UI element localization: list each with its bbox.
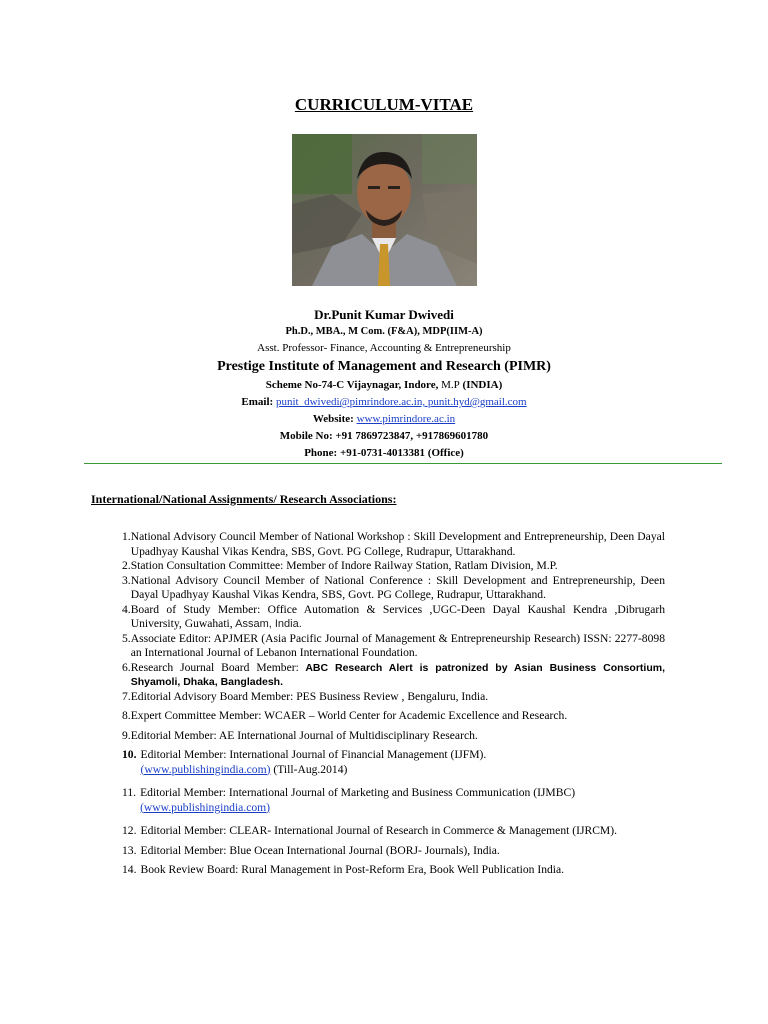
address-state: M.P [438, 379, 460, 391]
item-text: Book Review Board: Rural Management in Post-Reform Era, Book Well Publication India. [140, 863, 565, 876]
item-text-main: Research Journal Board Member: [130, 660, 299, 674]
item-text [137, 748, 666, 777]
job-position: Asst. Professor- Finance, Accounting & Entrepreneurship [257, 342, 511, 354]
publisher-link[interactable]: (www.publishingindia.com) [140, 800, 271, 814]
phone-line: Phone: +91-0731-4013381 (Office) [304, 447, 464, 459]
header-divider [84, 463, 722, 464]
item-text-after: (Till-Aug.2014) [270, 762, 348, 776]
list-item [122, 729, 665, 744]
portrait-photo-icon [292, 134, 477, 286]
website-line [0, 411, 768, 428]
item-number: 8. [122, 709, 131, 722]
item-text-tail: Assam, India. [232, 618, 302, 630]
list-item [122, 690, 665, 705]
publisher-link[interactable]: (www.publishingindia.com) [140, 762, 271, 776]
assignment-list [122, 530, 665, 878]
list-item [122, 603, 665, 632]
list-item [122, 709, 665, 724]
website-label: Website: [312, 413, 354, 425]
list-item [122, 786, 665, 815]
item-number: 4. [122, 602, 131, 616]
item-text: Station Consultation Committee: Member of Indore Railway Station, Ratlam Division, M.P. [130, 559, 558, 572]
address-country: (INDIA) [459, 379, 503, 391]
document-title: CURRICULUM-VITAE [294, 95, 474, 114]
item-text: Editorial Advisory Board Member: PES Business Review , Bengaluru, India. [130, 689, 489, 703]
item-number: 10. [122, 748, 137, 761]
email-line [0, 394, 768, 411]
section-heading: International/National Assignments/ Research Associations: [91, 492, 397, 506]
list-item [122, 748, 665, 777]
item-number: 7. [122, 689, 131, 703]
item-text: National Advisory Council Member of National Workshop : Skill Development and Entrepreneurship, Deen Dayal Upadhyay Kaushal Vikas Kendra, SBS, Govt. PG College, Rudrapur, Uttarakhand. [130, 530, 665, 558]
item-text: Editorial Member: Blue Ocean International Journal (BORJ- Journals), India. [140, 843, 500, 857]
list-item [122, 559, 665, 574]
item-text: Editorial Member: AE International Journal of Multidisciplinary Research. [130, 728, 478, 742]
portrait-photo [292, 134, 477, 286]
item-text-bold: ABC Research Alert is patronized by Asian Business Consortium, Shyamoli, Dhaka, Bangladesh. [130, 661, 665, 688]
address [0, 377, 768, 394]
mobile-line: Mobile No: +91 7869723847, +917869601780 [279, 430, 489, 442]
email-link[interactable]: punit_dwivedi@pimrindore.ac.in, punit.hyd@gmail.com [275, 396, 527, 408]
item-text-main: Editorial Member: International Journal of Financial Management (IJFM). [140, 748, 487, 761]
item-text: Expert Committee Member: WCAER – World Center for Academic Excellence and Research. [130, 709, 568, 722]
website-link[interactable]: www.pimrindore.ac.in [356, 413, 456, 425]
item-number: 5. [122, 631, 131, 645]
person-name: Dr.Punit Kumar Dwivedi [314, 307, 454, 322]
list-item [122, 824, 665, 839]
degrees: Ph.D., MBA., M Com. (F&A), MDP(IIM-A) [285, 326, 483, 337]
item-text [136, 786, 665, 815]
institute-name: Prestige Institute of Management and Research (PIMR) [217, 359, 551, 374]
item-number: 14. [122, 863, 137, 876]
item-text [131, 603, 665, 632]
item-text-main: Editorial Member: International Journal of Marketing and Business Communication (IJMBC) [140, 786, 576, 799]
item-text: National Advisory Council Member of National Conference : Skill Development and Entrepreneurship, Deen Dayal Upadhyay Kaushal Vikas Kendra, SBS, Govt. PG College, Rudrapur, Uttarakhand. [130, 573, 665, 601]
address-bold: Scheme No-74-C Vijaynagar, Indore, [265, 379, 439, 391]
item-number: 1. [122, 530, 131, 543]
item-number: 3. [122, 573, 131, 587]
item-number: 9. [122, 728, 131, 742]
email-label: Email: [241, 396, 274, 408]
item-text: Editorial Member: CLEAR- International Journal of Research in Commerce & Management (IJRCM). [140, 824, 618, 837]
list-item [122, 530, 665, 559]
list-item [122, 661, 665, 690]
list-item [122, 863, 665, 878]
item-number: 13. [122, 843, 137, 857]
item-number: 11. [122, 786, 137, 799]
item-text: Associate Editor: APJMER (Asia Pacific Journal of Management & Entrepreneurship Research) ISSN: 2277-8098 an International Journal of Lebanon International Foundation. [130, 631, 665, 659]
list-item [122, 574, 665, 603]
list-item [122, 632, 665, 661]
item-text-main: Board of Study Member: Office Automation & Services ,UGC-Deen Dayal Kaushal Kendra ,Dibrugarh University, Guwahati, [130, 602, 665, 630]
item-number: 2. [122, 559, 131, 572]
item-text [131, 661, 665, 690]
item-number: 6. [122, 660, 131, 674]
contact-header [0, 306, 768, 462]
list-item [122, 844, 665, 859]
item-number: 12. [122, 824, 137, 837]
